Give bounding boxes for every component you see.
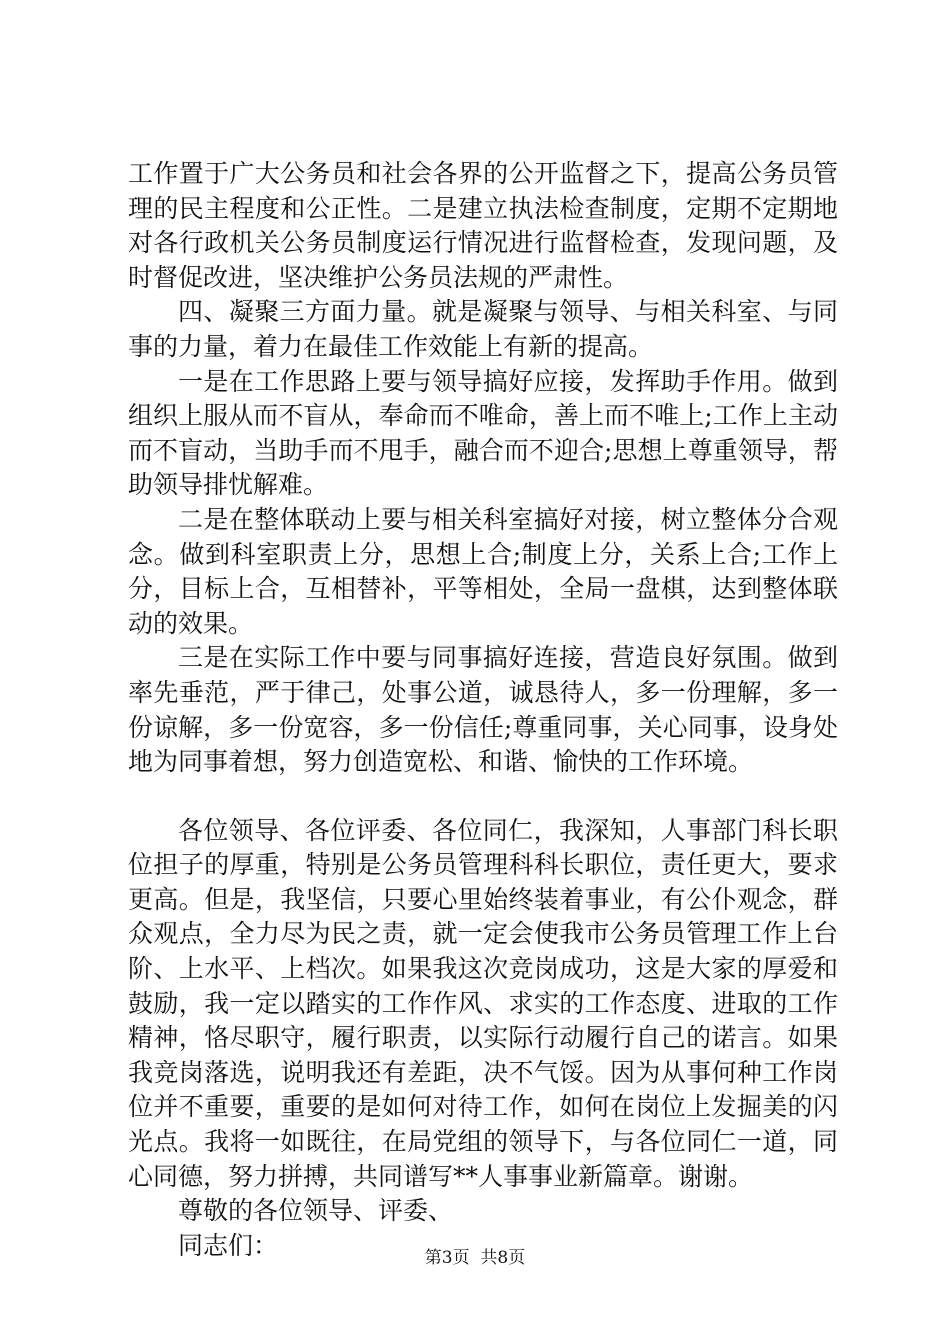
paragraph-continuation: 工作置于广大公务员和社会各界的公开监督之下，提高公务员管理的民主程度和公正性。二是建立执法检查制度，定期不定期地对各行政机关公务员制度运行情况进行监督检查，发现问题，及时督促改进，坚决维护公务员法规的严肃性。: [128, 159, 838, 292]
paragraph-point-two: 二是在整体联动上要与相关科室搞好对接，树立整体分合观念。做到科室职责上分，思想上合;制度上分，关系上合;工作上分，目标上合，互相替补，平等相处，全局一盘棋，达到整体联动的效果。: [128, 504, 838, 638]
page-number-footer: 第3页 共8页: [424, 1248, 526, 1268]
paragraph-point-three: 三是在实际工作中要与同事搞好连接，营造良好氛围。做到率先垂范，严于律己，处事公道，诚恳待人，多一份理解，多一份谅解，多一份宽容，多一份信任;尊重同事，关心同事，设身处地为同事着想，努力创造宽松、和谐、愉快的工作环境。: [128, 643, 838, 777]
paragraph-closing: 各位领导、各位评委、各位同仁，我深知，人事部门科长职位担子的厚重，特别是公务员管理科科长职位，责任更大，要求更高。但是，我坚信，只要心里始终装着事业，有公仆观念，群众观点，全力尽为民之责，就一定会使我市公务员管理工作上台阶、上水平、上档次。如果我这次竞岗成功，这是大家的厚爱和鼓励，我一定以踏实的工作作风、求实的工作态度、进取的工作精神，恪尽职守，履行职责，以实际行动履行自己的诺言。如果我竞岗落选，说明我还有差距，决不气馁。因为从事何种工作岗位并不重要，重要的是如何对待工作，如何在岗位上发掘美的闪光点。我将一如既往，在局党组的领导下，与各位同仁一道，同心同德，努力拼搏，共同谱写**人事事业新篇章。谢谢。: [128, 815, 838, 1191]
paragraph-point-one: 一是在工作思路上要与领导搞好应接，发挥助手作用。做到组织上服从而不盲从，奉命而不唯命，善上而不唯上;工作上主动而不盲动，当助手而不甩手，融合而不迎合;思想上尊重领导，帮助领导排忧解难。: [128, 366, 838, 500]
paragraph-section-four: 四、凝聚三方面力量。就是凝聚与领导、与相关科室、与同事的力量，着力在最佳工作效能上有新的提高。: [128, 297, 838, 361]
body-text: [128, 157, 838, 1263]
salutation-line: 同志们：: [178, 1230, 279, 1260]
salutation-line: 尊敬的各位领导、评委、: [178, 1196, 454, 1226]
paragraph-spacer: [128, 780, 838, 814]
